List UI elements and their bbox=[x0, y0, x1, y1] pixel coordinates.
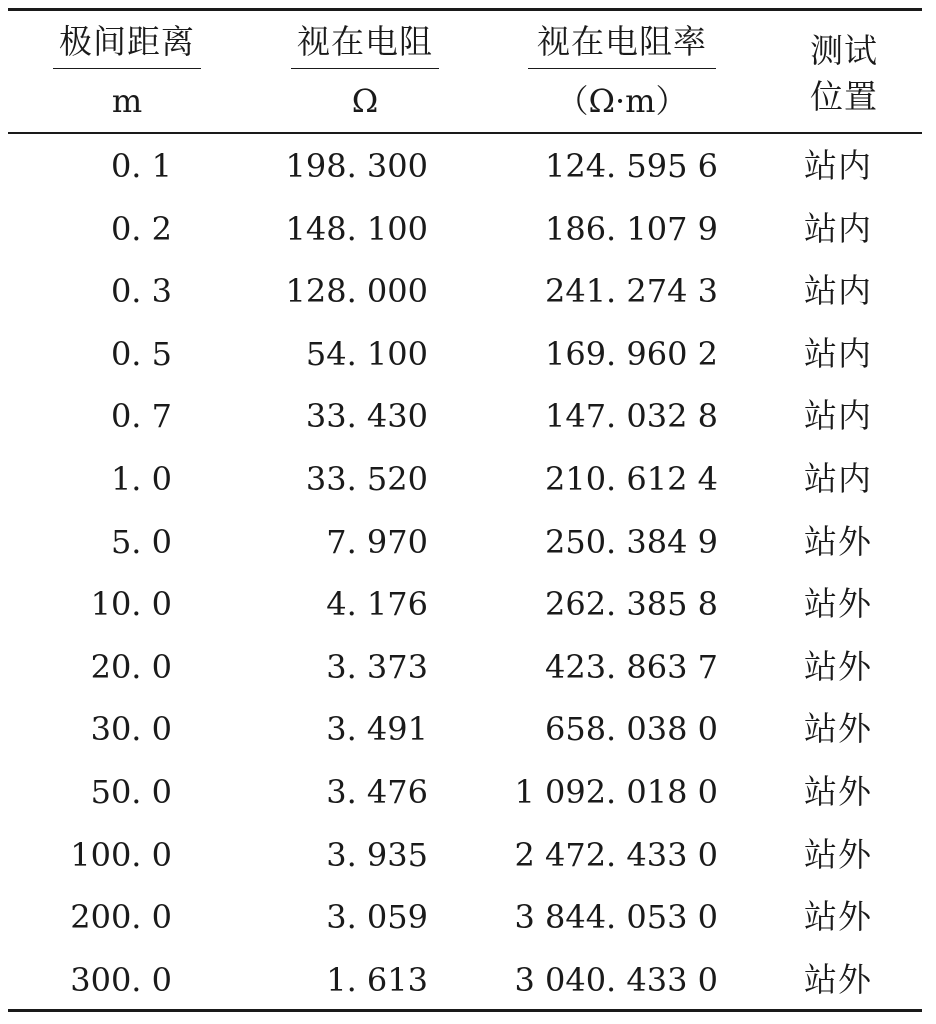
cell-location: 站内 bbox=[804, 333, 872, 373]
cell-resistance: 54. 100 bbox=[305, 334, 428, 373]
table-row bbox=[8, 511, 922, 574]
cell-resistivity: 3 844. 053 0 bbox=[514, 898, 718, 937]
cell-resistivity: 124. 595 6 bbox=[544, 147, 718, 185]
header-resistance-unit: Ω bbox=[351, 82, 379, 120]
resistivity-table bbox=[8, 8, 922, 1012]
cell-resistivity: 169. 960 2 bbox=[544, 334, 718, 373]
cell-location: 站内 bbox=[804, 396, 872, 436]
header-resistance-name: 视在电阻 bbox=[291, 22, 439, 69]
cell-resistance: 3. 059 bbox=[326, 898, 428, 937]
table-row bbox=[8, 448, 922, 511]
cell-distance: 100. 0 bbox=[70, 835, 172, 874]
cell-resistivity: 250. 384 9 bbox=[544, 522, 718, 561]
cell-distance: 0. 5 bbox=[110, 334, 172, 373]
cell-location: 站内 bbox=[804, 146, 872, 185]
cell-distance: 20. 0 bbox=[90, 647, 172, 686]
cell-location: 站外 bbox=[804, 834, 872, 874]
header-distance-unit: m bbox=[111, 82, 143, 120]
cell-resistance: 33. 520 bbox=[305, 459, 428, 498]
cell-resistivity: 1 092. 018 0 bbox=[514, 772, 718, 811]
table-row bbox=[8, 636, 922, 699]
cell-resistance: 3. 935 bbox=[326, 835, 428, 874]
table-row bbox=[8, 886, 922, 949]
table-row bbox=[8, 323, 922, 386]
cell-distance: 300. 0 bbox=[70, 960, 172, 999]
header-distance-name: 极间距离 bbox=[53, 22, 201, 69]
cell-distance: 0. 1 bbox=[110, 147, 172, 185]
header-location-line1: 测试 bbox=[810, 31, 878, 70]
cell-location: 站外 bbox=[804, 646, 872, 686]
cell-resistance: 1. 613 bbox=[326, 960, 428, 999]
cell-location: 站外 bbox=[804, 521, 872, 561]
header-location-line2: 位置 bbox=[810, 77, 878, 116]
cell-distance: 1. 0 bbox=[110, 459, 172, 498]
cell-distance: 10. 0 bbox=[90, 585, 172, 624]
header-resistance bbox=[291, 22, 439, 121]
table-row bbox=[8, 949, 922, 1012]
header-location bbox=[784, 28, 904, 120]
header-resistivity-unit: （Ω·m） bbox=[556, 82, 688, 120]
table-row bbox=[8, 824, 922, 887]
table-row bbox=[8, 385, 922, 448]
table-body bbox=[8, 135, 922, 1011]
cell-distance: 200. 0 bbox=[70, 898, 172, 937]
cell-resistance: 4. 176 bbox=[326, 585, 428, 624]
cell-distance: 50. 0 bbox=[90, 772, 172, 811]
cell-location: 站外 bbox=[804, 897, 872, 937]
cell-resistivity: 423. 863 7 bbox=[544, 647, 718, 686]
table-row bbox=[8, 198, 922, 261]
cell-distance: 0. 3 bbox=[110, 272, 172, 311]
cell-location: 站内 bbox=[804, 208, 872, 248]
cell-resistance: 3. 373 bbox=[326, 647, 428, 686]
cell-resistivity: 186. 107 9 bbox=[544, 209, 718, 248]
table-bottom-rule bbox=[8, 1009, 922, 1012]
cell-location: 站内 bbox=[804, 458, 872, 498]
header-distance bbox=[53, 22, 201, 121]
cell-resistance: 33. 430 bbox=[305, 397, 428, 436]
table-row bbox=[8, 573, 922, 636]
cell-resistance: 3. 491 bbox=[326, 710, 428, 749]
table-row bbox=[8, 698, 922, 761]
cell-distance: 0. 2 bbox=[110, 209, 172, 248]
cell-resistivity: 3 040. 433 0 bbox=[514, 960, 718, 999]
table-header-rule bbox=[8, 132, 922, 134]
cell-distance: 30. 0 bbox=[90, 710, 172, 749]
cell-location: 站外 bbox=[804, 959, 872, 999]
cell-location: 站外 bbox=[804, 771, 872, 811]
cell-location: 站外 bbox=[804, 584, 872, 624]
cell-location: 站内 bbox=[804, 271, 872, 311]
cell-distance: 0. 7 bbox=[110, 397, 172, 436]
table-row bbox=[8, 260, 922, 323]
cell-resistance: 3. 476 bbox=[326, 772, 428, 811]
cell-resistivity: 2 472. 433 0 bbox=[514, 835, 718, 874]
cell-resistivity: 262. 385 8 bbox=[544, 585, 718, 624]
cell-resistance: 148. 100 bbox=[285, 209, 428, 248]
cell-location: 站外 bbox=[804, 709, 872, 749]
cell-distance: 5. 0 bbox=[110, 522, 172, 561]
header-resistivity-name: 视在电阻率 bbox=[528, 22, 716, 69]
table-row bbox=[8, 761, 922, 824]
cell-resistivity: 210. 612 4 bbox=[544, 459, 718, 498]
cell-resistivity: 241. 274 3 bbox=[544, 272, 718, 311]
cell-resistivity: 658. 038 0 bbox=[544, 710, 718, 749]
header-resistivity bbox=[528, 22, 716, 121]
cell-resistance: 128. 000 bbox=[285, 272, 428, 311]
cell-resistance: 198. 300 bbox=[285, 147, 428, 185]
cell-resistance: 7. 970 bbox=[326, 522, 428, 561]
table-row bbox=[8, 135, 922, 198]
cell-resistivity: 147. 032 8 bbox=[544, 397, 718, 436]
table-top-rule bbox=[8, 8, 922, 11]
